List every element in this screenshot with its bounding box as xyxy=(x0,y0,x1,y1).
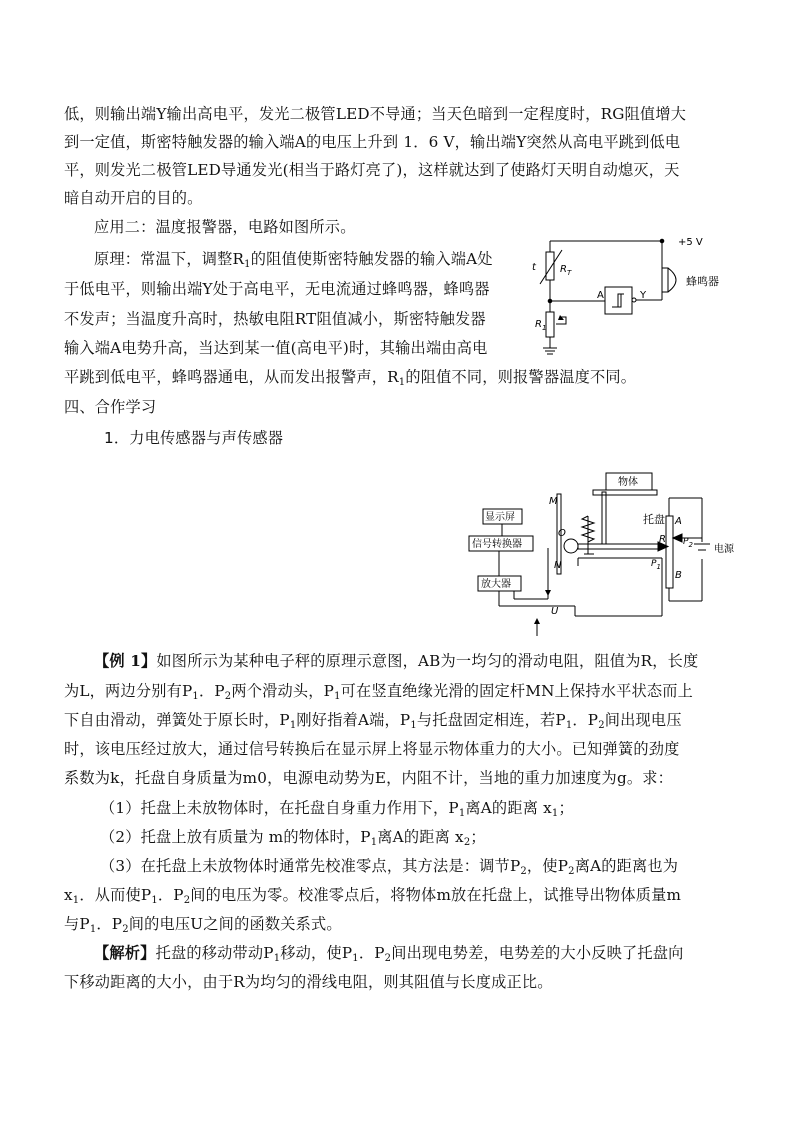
rt-subscript: T xyxy=(566,269,572,277)
t-label: t xyxy=(532,262,536,273)
rt-label: R xyxy=(560,264,567,275)
example-line: 为L，两边分别有$P_1$．$P_2$两个滑动头，$P_1$可在竖直绝缘光滑的固定杆MN上保持水平状态而上 xyxy=(64,682,694,702)
example-tag: 【例 1】 xyxy=(94,652,157,670)
input-a-label: A xyxy=(597,290,604,301)
question-3-line: 与$P_1$．$P_2$间的电压U之间的函数关系式。 xyxy=(64,915,342,935)
resistor-r-label: R xyxy=(659,534,666,545)
section-heading: 四、合作学习 xyxy=(64,398,157,416)
solution-tag: 【解析】 xyxy=(94,944,156,962)
svg-text:R1 xyxy=(535,319,546,332)
vcc-label: +5 V xyxy=(678,237,703,248)
paragraph-line: 平，则发光二极管LED导通发光(相当于路灯亮了)，这样就达到了使路灯天明自动熄灭，天 xyxy=(64,161,680,179)
end-b-label: B xyxy=(675,570,682,581)
converter-box-label: 信号转换器 xyxy=(472,539,522,550)
tray-label: 托盘 xyxy=(643,513,665,526)
svg-text:蜂鸣器 xyxy=(686,274,719,288)
solution-line: 下移动距离的大小，由于R为均匀的滑线电阻，则其阻值与长度成正比。 xyxy=(64,973,553,991)
example-line: 【例 1】如图所示为某种电子秤的原理示意图，AB为一均匀的滑动电阻，阻值为R，长度 xyxy=(94,652,699,670)
pivot-o-label: O xyxy=(558,528,566,539)
svg-text:P1 xyxy=(651,559,661,571)
question-3: （3）在托盘上未放物体时通常先校准零点，其方法是：调节$P_2$，使$P_2$离A的距离也为 xyxy=(100,857,679,877)
question-3-line: $x_1$．从而使$P_1$．$P_2$间的电压为零。校准零点后，将物体m放在托盘上，试推导出物体质量m xyxy=(64,886,682,906)
svg-text:P2 xyxy=(683,537,693,549)
paragraph-line: 于低电平，则输出端Y处于高电平，无电流通过蜂鸣器，蜂鸣器 xyxy=(64,280,490,298)
p2-label: P xyxy=(683,537,689,547)
amplifier-box-label: 放大器 xyxy=(481,579,511,590)
paragraph-line: 不发声；当温度升高时，热敏电阻RT阻值减小，斯密特触发器 xyxy=(64,310,486,328)
example-line: 时，该电压经过放大，通过信号转换后在显示屏上将显示物体重力的大小。已知弹簧的劲度 xyxy=(64,740,680,758)
svg-text:RT xyxy=(560,264,572,277)
r1-label: R xyxy=(535,319,542,330)
svg-text:A xyxy=(597,290,604,301)
p1-label: P xyxy=(651,559,657,569)
svg-text:t xyxy=(532,262,537,273)
svg-text:Y xyxy=(639,290,647,301)
paragraph-line: 暗自动开启的目的。 xyxy=(64,189,203,207)
application-title: 应用二：温度报警器，电路如图所示。 xyxy=(94,218,356,236)
question-2: （2）托盘上放有质量为 m的物体时，$P_1$离A的距离 $x_2$； xyxy=(100,828,486,848)
p2-subscript: 2 xyxy=(688,541,693,549)
r1-subscript: 1 xyxy=(541,324,547,332)
power-label: 电源 xyxy=(714,544,734,555)
rod-n-label: N xyxy=(554,560,562,571)
object-label: 物体 xyxy=(618,477,638,488)
end-a-label: A xyxy=(675,516,682,527)
output-y-label: Y xyxy=(640,290,647,301)
voltage-u-label: U xyxy=(551,606,559,617)
example-line: 下自由滑动，弹簧处于原长时，$P_1$刚好指着A端，$P_1$与托盘固定相连，若$P_1$．$P_2$间出现电压 xyxy=(64,711,682,731)
paragraph-line: 原理：常温下，调整$R_1$的阻值使斯密特触发器的输入端A处 xyxy=(94,250,493,270)
paragraph-line: 平跳到低电平，蜂鸣器通电，从而发出报警声，$R_1$的阻值不同，则报警器温度不同。 xyxy=(64,368,637,388)
svg-text:+5 V xyxy=(678,237,703,248)
solution-line: 【解析】托盘的移动带动$P_1$移动，使$P_1$．$P_2$间出现电势差，电势差的大小反映了托盘向 xyxy=(94,944,684,964)
paragraph-line: 输入端A电势升高，当达到某一值(高电平)时，其输出端由高电 xyxy=(64,339,488,357)
subsection-heading: 1．力电传感器与声传感器 xyxy=(104,429,284,447)
question-1: （1）托盘上未放物体时，在托盘自身重力作用下，$P_1$离A的距离 $x_1$； xyxy=(100,799,574,819)
display-box-label: 显示屏 xyxy=(485,512,515,523)
p1-subscript: 1 xyxy=(656,563,661,571)
paragraph-line: 到一定值，斯密特触发器的输入端A的电压上升到 1．6 V，输出端Y突然从高电平跳到低电 xyxy=(64,133,681,151)
example-line: 系数为k，托盘自身质量为m0，电源电动势为E，内阻不计，当地的重力加速度为g。求： xyxy=(64,769,674,787)
electronic-scale-diagram xyxy=(462,466,742,646)
buzzer-label: 蜂鸣器 xyxy=(686,275,719,288)
temperature-alarm-circuit xyxy=(528,232,738,362)
rod-m-label: M xyxy=(549,496,558,507)
paragraph-line: 低，则输出端Y输出高电平，发光二极管LED不导通；当天色暗到一定程度时，RG阻值增大 xyxy=(64,105,687,123)
